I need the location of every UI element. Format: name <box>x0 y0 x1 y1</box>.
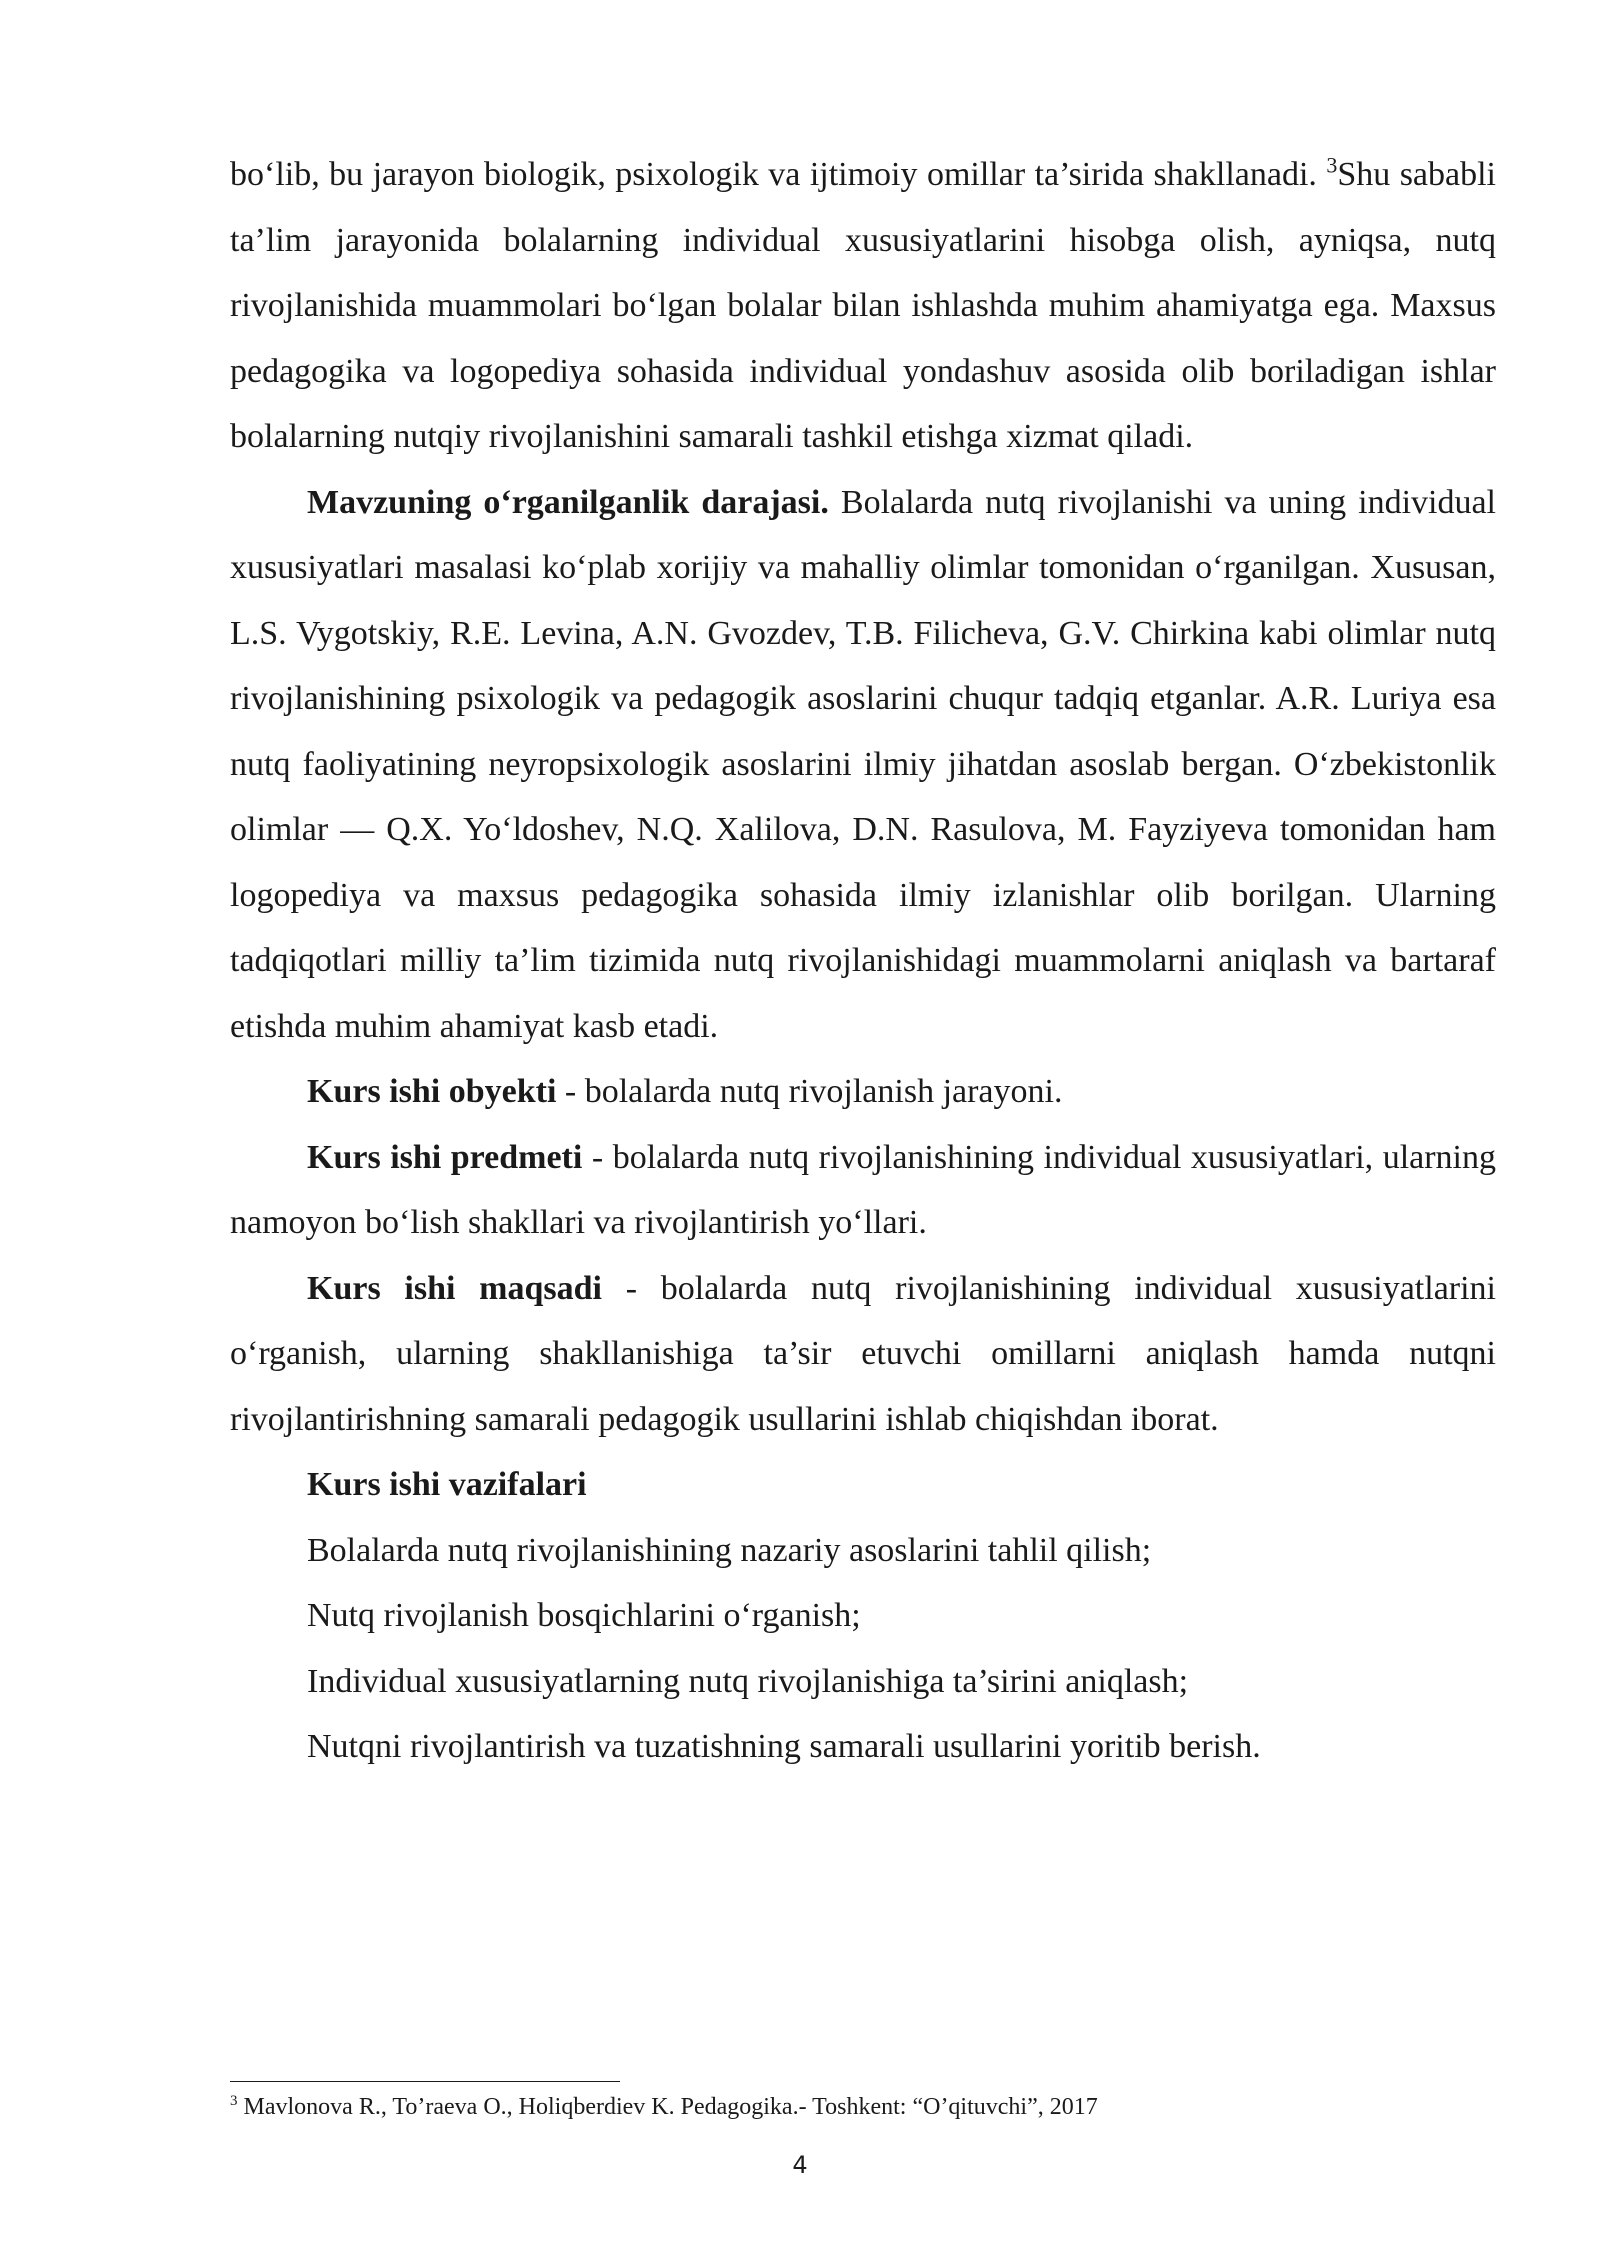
paragraph-subject <box>230 1125 1496 1256</box>
footnote-separator <box>230 2081 620 2082</box>
paragraph-object <box>230 1059 1496 1125</box>
footnote <box>230 2090 1496 2124</box>
task-item: Individual xususiyatlarning nutq rivojlanishiga ta’sirini aniqlash; <box>307 1662 1189 1700</box>
section-heading: Kurs ishi vazifalari <box>307 1466 587 1503</box>
body-text <box>230 142 1496 1780</box>
paragraph-study-level <box>230 470 1496 1060</box>
paragraph-text: - bolalarda nutq rivojlanish jarayoni. <box>556 1073 1063 1110</box>
paragraph-goal <box>230 1256 1496 1453</box>
paragraph-tasks-heading <box>230 1452 1496 1518</box>
task-item: Nutqni rivojlantirish va tuzatishning samarali usullarini yoritib berish. <box>307 1728 1261 1765</box>
paragraph-text: - bolalarda nutq rivojlanishining individual xususiyatlarini o‘rganish, ularning shakllanishiga ta’sir etuvchi omillarni aniqlash hamda nutqni rivojlantirishning samarali pedagogik usullarini ishlab chiqishdan iborat. <box>230 1269 1496 1438</box>
section-heading: Kurs ishi predmeti <box>307 1138 583 1176</box>
section-heading: Kurs ishi maqsadi <box>307 1269 602 1307</box>
task-item: Nutq rivojlanish bosqichlarini o‘rganish; <box>307 1597 861 1634</box>
paragraph-text: bo‘lib, bu jarayon biologik, psixologik va ijtimoiy omillar ta’sirida shakllanadi. <box>230 156 1327 193</box>
section-heading: Mavzuning o‘rganilganlik darajasi. <box>307 483 829 521</box>
paragraph-text: - bolalarda nutq rivojlanishining individual xususiyatlari, ularning namoyon bo‘lish shakllari va rivojlantirish yo‘llari. <box>230 1138 1496 1241</box>
paragraph-text: Shu sababli ta’lim jarayonida bolalarning individual xususiyatlarini hisobga olish, ayniqsa, nutq rivojlanishida muammolari bo‘lgan bolalar bilan ishlashda muhim ahamiyatga ega. Maxsus pedagogika va logopediya sohasida individual yondashuv asosida olib boriladigan ishlar bolalarning nutqiy rivojlanishini samarali tashkil etishga xizmat qiladi. <box>230 156 1497 455</box>
page-number: 4 <box>792 2151 808 2179</box>
paragraph-text: Bolalarda nutq rivojlanishi va uning individual xususiyatlari masalasi ko‘plab xorijiy va mahalliy olimlar tomonidan o‘rganilgan. Xususan, L.S. Vygotskiy, R.E. Levina, A.N. Gvozdev, T.B. Filicheva, G.V. Chirkina kabi olimlar nutq rivojlanishining psixologik va pedagogik asoslarini chuqur tadqiq etganlar. A.R. Luriya esa nutq faoliyatining neyropsixologik asoslarini ilmiy jihatdan asoslab bergan. O‘zbekistonlik olimlar — Q.X. Yo‘ldoshev, N.Q. Xalilova, D.N. Rasulova, M. Fayziyeva tomonidan ham logopediya va maxsus pedagogika sohasida ilmiy izlanishlar olib borilgan. Ularning tadqiqotlari milliy ta’lim tizimida nutq rivojlanishidagi muammolarni aniqlash va bartaraf etishda muhim ahamiyat kasb etadi. <box>230 483 1496 1045</box>
footnote-text: Mavlonova R., To’raeva O., Holiqberdiev K. Pedagogika.- Toshkent: “O’qituvchi”, 2017 <box>237 2094 1098 2120</box>
paragraph-intro <box>230 142 1496 470</box>
footnote-marker: 3 <box>230 2093 238 2109</box>
footnote-reference[interactable]: 3 <box>1326 152 1338 178</box>
section-heading: Kurs ishi obyekti <box>307 1073 557 1110</box>
task-item: Bolalarda nutq rivojlanishining nazariy asoslarini tahlil qilish; <box>307 1531 1152 1569</box>
